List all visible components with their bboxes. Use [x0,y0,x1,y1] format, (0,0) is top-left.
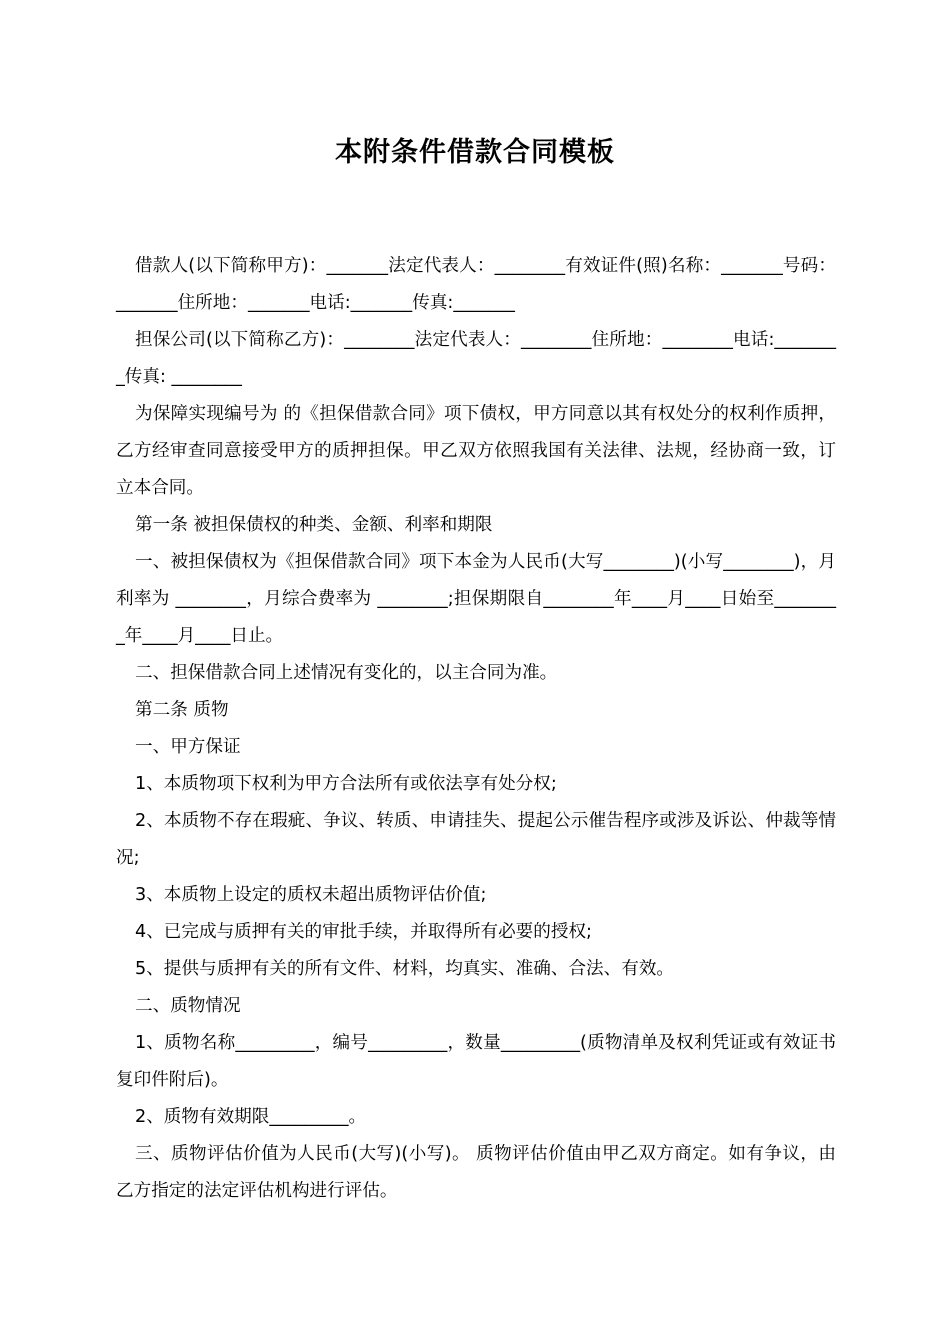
article-1-heading: 第一条 被担保债权的种类、金额、利率和期限 [135,515,493,535]
warranty-item-4: 4、已完成与质押有关的审批手续，并取得所有必要的授权; [135,922,592,942]
pledge-item-2: 2、质物有效期限_________。 [135,1107,367,1127]
article-1-clause-1: 一、被担保债权为《担保借款合同》项下本金为人民币(大写________)(小写________)，月利率为 ________，月综合费率为 ________;担保期限自________年____月____日始至________年____月____日止。 [116,552,836,646]
article-2-heading: 第二条 质物 [135,700,229,720]
paragraph-borrower: 借款人(以下简称甲方)：_______法定代表人：________有效证件(照)名称：_______号码：_______住所地：_______电话:_______传真:_______ [116,256,836,313]
pledge-item-1: 1、质物名称_________，编号_________，数量_________(质物清单及权利凭证或有效证书复印件附后)。 [116,1033,836,1090]
paragraph-guarantor: 担保公司(以下简称乙方)：________法定代表人：________住所地：________电话:________传真: ________ [116,330,836,387]
paragraph-purpose: 为保障实现编号为 的《担保借款合同》项下债权，甲方同意以其有权处分的权利作质押，乙方经审查同意接受甲方的质押担保。甲乙双方依照我国有关法律、法规，经协商一致，订立本合同。 [116,404,836,498]
warranty-item-1: 1、本质物项下权利为甲方合法所有或依法享有处分权; [135,774,557,794]
document-title: 本附条件借款合同模板 [335,137,615,168]
warranty-item-5: 5、提供与质押有关的所有文件、材料，均真实、准确、合法、有效。 [135,959,675,979]
warranty-item-2: 2、本质物不存在瑕疵、争议、转质、申请挂失、提起公示催告程序或涉及诉讼、仲裁等情况; [116,811,836,868]
warranty-item-3: 3、本质物上设定的质权未超出质物评估价值; [135,885,487,905]
article-2-section-1: 一、甲方保证 [135,737,241,757]
article-2-section-2: 二、质物情况 [135,996,241,1016]
article-1-clause-2: 二、担保借款合同上述情况有变化的，以主合同为准。 [135,663,558,683]
document-body [116,248,836,1210]
article-2-section-3: 三、质物评估价值为人民币(大写)(小写)。 质物评估价值由甲乙双方商定。如有争议，由乙方指定的法定评估机构进行评估。 [116,1144,836,1201]
